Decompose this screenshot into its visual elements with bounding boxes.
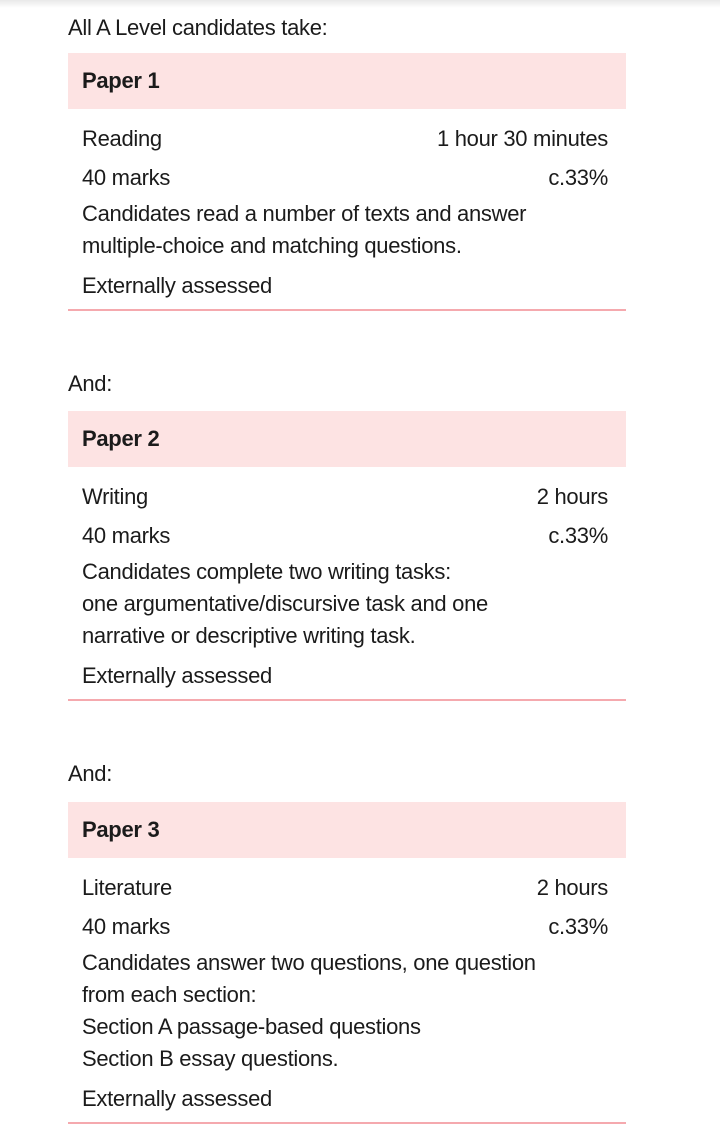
paper-3-card [68,802,626,1124]
paper-2-description-line: Candidates complete two writing tasks: [82,559,451,584]
paper-1-assessment: Externally assessed [82,273,272,298]
paper-1-marks-row [82,158,608,197]
paper-2-component: Writing [82,484,148,509]
paper-3-weighting: c.33% [548,914,608,939]
paper-2-title: Paper 2 [68,411,626,467]
paper-1-component: Reading [82,126,162,151]
top-shade [0,0,720,8]
paper-1-card [68,53,626,311]
paper-1-marks: 40 marks [82,165,171,190]
paper-1-weighting: c.33% [548,165,608,190]
paper-2-description-line: narrative or descriptive writing task. [82,623,416,648]
paper-3-body [68,858,626,1118]
paper-2-component-row [82,477,608,516]
paper-3-description [82,946,608,1079]
paper-3-duration: 2 hours [536,875,608,900]
paper-2-marks: 40 marks [82,523,171,548]
paper-1-description-line: multiple-choice and matching questions. [82,233,462,258]
paper-3-connector: And: [68,761,113,786]
paper-1-title: Paper 1 [68,53,626,109]
paper-3-description-line: Candidates answer two questions, one question [82,950,536,975]
paper-2-marks-row [82,516,608,555]
paper-3-marks: 40 marks [82,914,171,939]
paper-2-weighting: c.33% [548,523,608,548]
paper-3-marks-row [82,907,608,946]
paper-2-assessment: Externally assessed [82,663,272,688]
paper-3-component-row [82,868,608,907]
paper-3-component: Literature [82,875,172,900]
paper-1-duration: 1 hour 30 minutes [436,126,608,151]
paper-3-title: Paper 3 [68,802,626,858]
paper-2-body [68,467,626,695]
paper-2-divider [68,699,626,701]
paper-3-description-line: from each section: [82,982,257,1007]
paper-1-description-line: Candidates read a number of texts and answer [82,201,527,226]
paper-1-body [68,109,626,305]
paper-2-connector: And: [68,371,113,396]
paper-1-divider [68,309,626,311]
intro-text: All A Level candidates take: [68,15,328,40]
paper-2-description-line: one argumentative/discursive task and one [82,591,488,616]
paper-2-description [82,555,608,656]
paper-3-description-line: Section A passage-based questions [82,1014,421,1039]
paper-2-duration: 2 hours [536,484,608,509]
paper-3-divider [68,1122,626,1124]
paper-1-component-row [82,119,608,158]
paper-1-description [82,197,608,266]
paper-2-card [68,411,626,701]
paper-3-assessment: Externally assessed [82,1086,272,1111]
paper-3-description-line: Section B essay questions. [82,1046,339,1071]
